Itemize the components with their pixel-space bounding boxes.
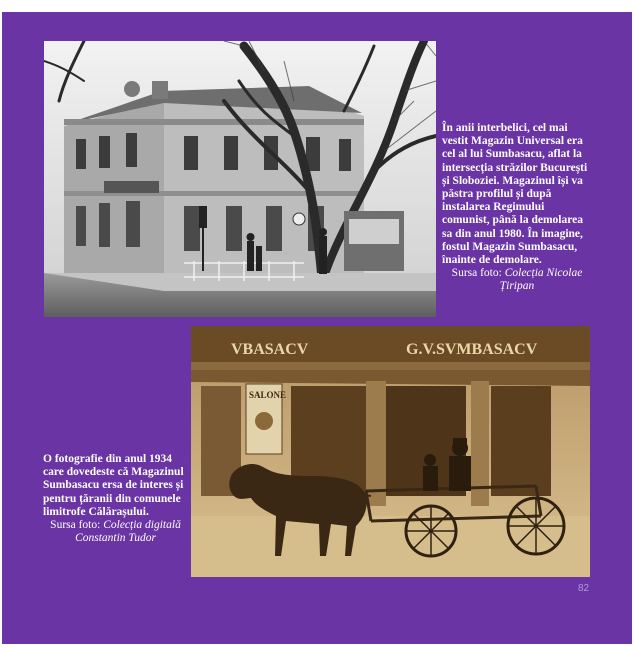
caption-building-text: În anii interbelici, cel mai vestit Magazin Universal era cel al lui Sumbasacu, aflat la intersecția străzilor București și Sloboziei. Magazinul își va păstra profilul și după instalarea Regimului comunist, până la demolarea sa din anul 1980. În imagine, fostul Magazin Sumbasacu, înainte de demolare. (442, 122, 588, 267)
salone-sign: SALONE (249, 390, 287, 400)
horse-cart-photo (191, 326, 590, 577)
caption-horse-cart-source (43, 519, 188, 545)
caption-horse-cart-text: O fotografie din anul 1934 care dovedeste că Magazinul Sumbasacu ersa de interes și pentru țăranii din comunele limitrofe Călărașului. (43, 453, 184, 518)
sign-right: G.V.SVMBASACV (406, 341, 538, 358)
source-name: Colecția Nicolae Țiripan (499, 267, 583, 293)
caption-building (442, 122, 592, 294)
source-label: Sursa foto: (451, 267, 502, 280)
page-number: 82 (578, 583, 590, 594)
caption-building-source (442, 267, 592, 293)
sign-left: VBASACV (231, 341, 309, 358)
caption-horse-cart (43, 453, 188, 545)
source-label: Sursa foto: (50, 519, 101, 532)
building-photo (44, 41, 436, 317)
horse-cart-photo-illustration (191, 326, 590, 577)
building-photo-illustration (44, 41, 436, 317)
source-name: Colecția digitală Constantin Tudor (75, 519, 181, 545)
